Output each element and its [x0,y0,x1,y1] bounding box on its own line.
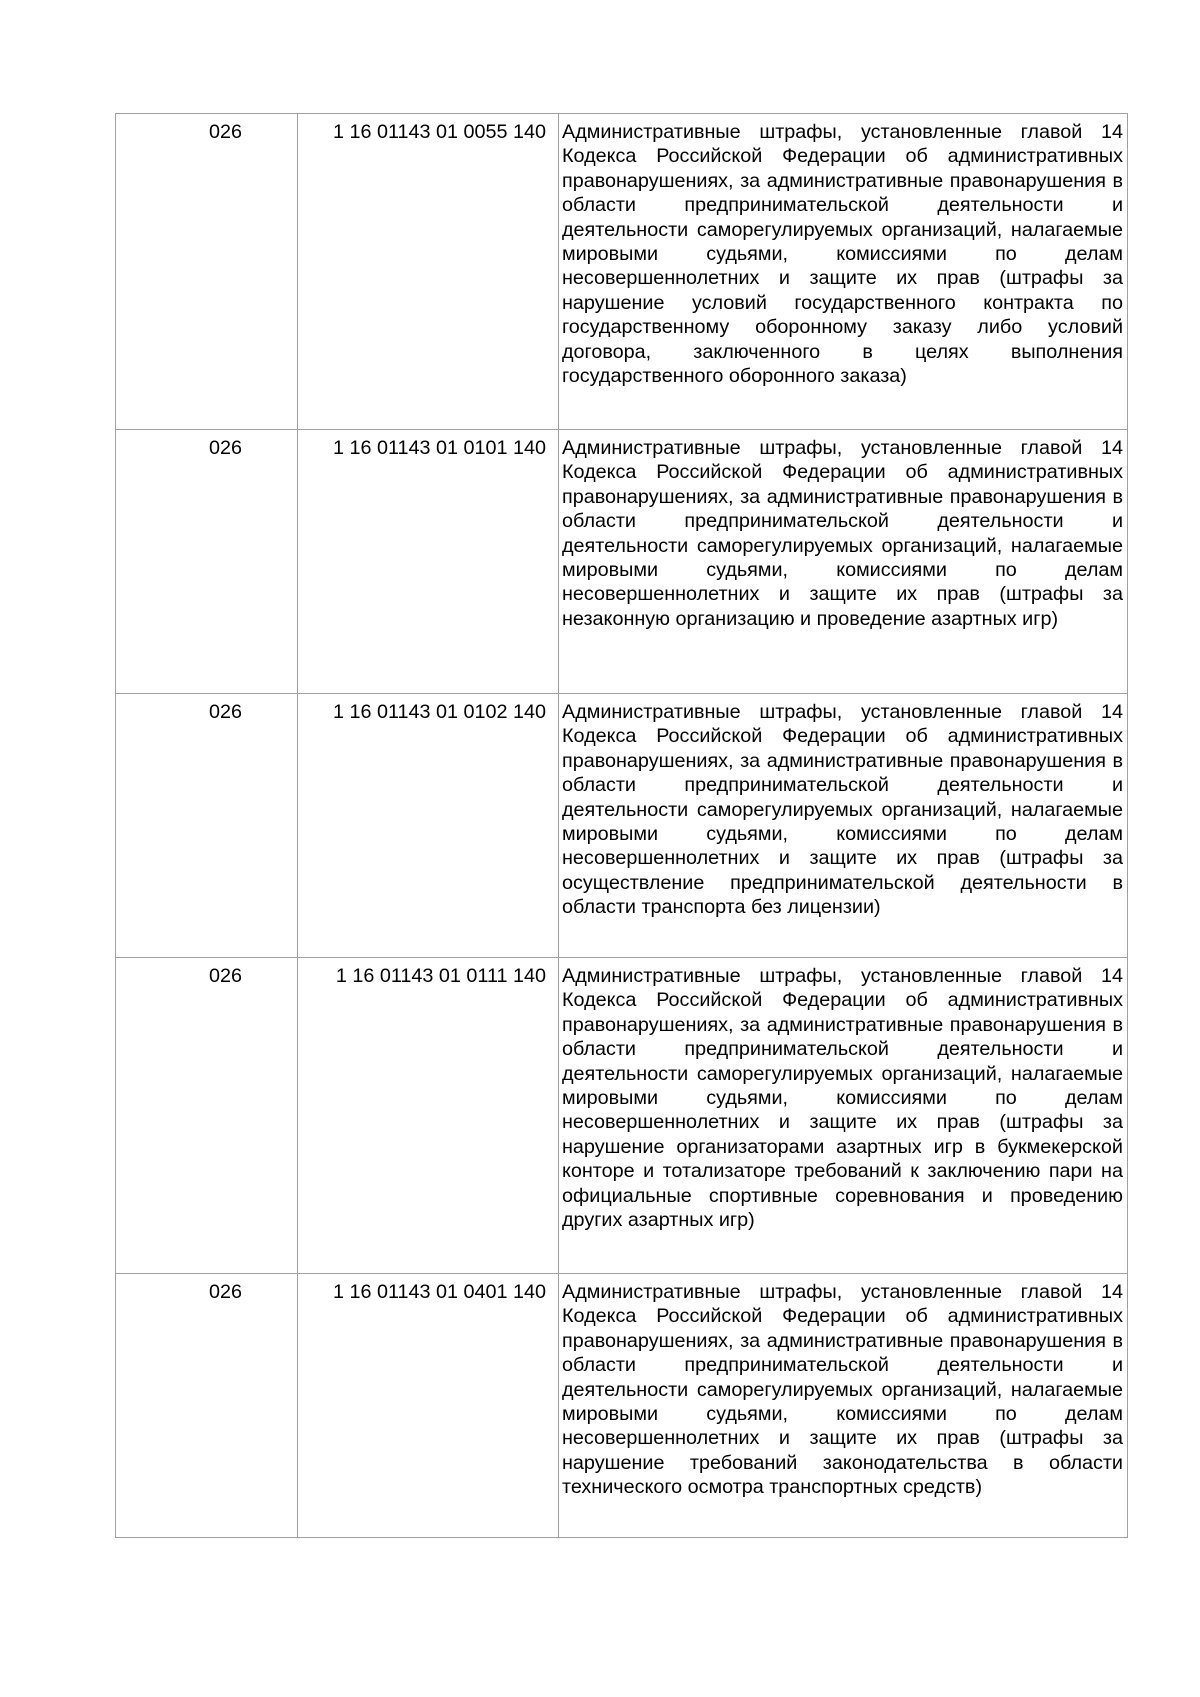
fine-description: Административные штрафы, установленные главой 14 Кодекса Российской Федерации об административных правонарушениях, за административные правонарушения в области предпринимательской деятельности и деятельности саморегулируемых организаций, налагаемые мировыми судьями, комиссиями по делам несовершеннолетних и защите их прав (штрафы за нарушение организаторами азартных игр в букмекерской конторе и тотализаторе требований к заключению пари на официальные спортивные соревнования и проведению других азартных игр) [559,958,1128,1274]
admin-code-cell [116,114,298,430]
table-row [116,1274,1128,1538]
table-row [116,114,1128,430]
fine-description: Административные штрафы, установленные главой 14 Кодекса Российской Федерации об административных правонарушениях, за административные правонарушения в области предпринимательской деятельности и деятельности саморегулируемых организаций, налагаемые мировыми судьями, комиссиями по делам несовершеннолетних и защите их прав (штрафы за нарушение условий государственного контракта по государственному оборонному заказу либо условий договора, заключенного в целях выполнения государственного оборонного заказа) [559,114,1128,430]
kbk-code: 1 16 01143 01 0111 140 [298,958,559,1274]
kbk-code: 1 16 01143 01 0101 140 [298,430,559,694]
kbk-code: 1 16 01143 01 0401 140 [298,1274,559,1538]
admin-code: 026 [208,121,242,143]
admin-code: 026 [208,437,242,459]
admin-code-cell [116,430,298,694]
table-row [116,694,1128,958]
admin-code-cell [116,958,298,1274]
kbk-code: 1 16 01143 01 0055 140 [298,114,559,430]
admin-code: 026 [208,701,242,723]
fine-description: Административные штрафы, установленные главой 14 Кодекса Российской Федерации об административных правонарушениях, за административные правонарушения в области предпринимательской деятельности и деятельности саморегулируемых организаций, налагаемые мировыми судьями, комиссиями по делам несовершеннолетних и защите их прав (штрафы за осуществление предпринимательской деятельности в области транспорта без лицензии) [559,694,1128,958]
admin-code-cell [116,1274,298,1538]
table-row [116,958,1128,1274]
kbk-code: 1 16 01143 01 0102 140 [298,694,559,958]
admin-code: 026 [208,965,242,987]
fine-description: Административные штрафы, установленные главой 14 Кодекса Российской Федерации об административных правонарушениях, за административные правонарушения в области предпринимательской деятельности и деятельности саморегулируемых организаций, налагаемые мировыми судьями, комиссиями по делам несовершеннолетних и защите их прав (штрафы за нарушение требований законодательства в области технического осмотра транспортных средств) [559,1274,1128,1538]
fine-description: Административные штрафы, установленные главой 14 Кодекса Российской Федерации об административных правонарушениях, за административные правонарушения в области предпринимательской деятельности и деятельности саморегулируемых организаций, налагаемые мировыми судьями, комиссиями по делам несовершеннолетних и защите их прав (штрафы за незаконную организацию и проведение азартных игр) [559,430,1128,694]
admin-code: 026 [208,1281,242,1303]
table-row [116,430,1128,694]
fines-table [115,113,1128,1538]
admin-code-cell [116,694,298,958]
